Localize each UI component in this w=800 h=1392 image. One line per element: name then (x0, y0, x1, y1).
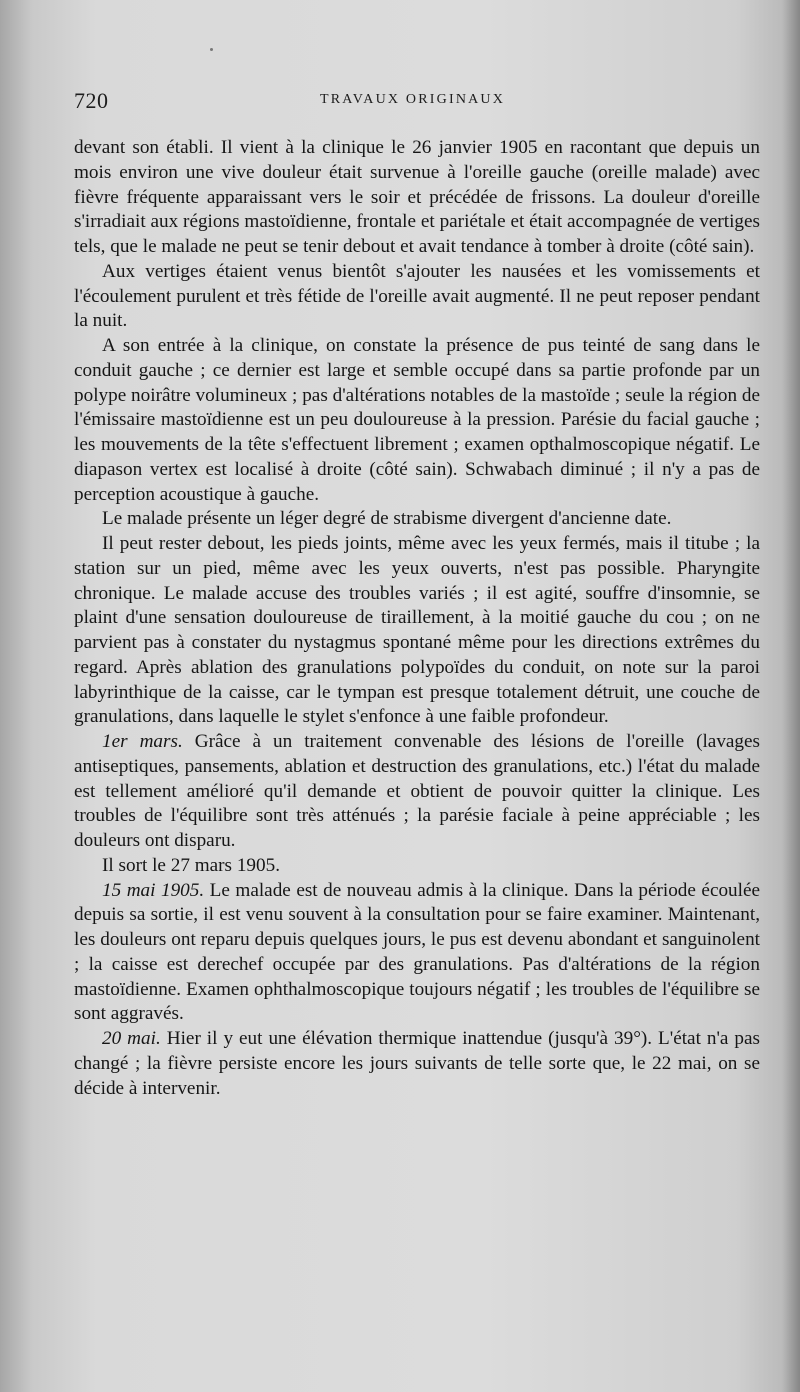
paragraph-text: A son entrée à la clinique, on constate la présence de pus teinté de sang dans le conduit gauche ; ce dernier est large et semble occupé dans sa partie profonde par un polype noirâtre volumineux ; pas d'altérations notables de la mastoïde ; seule la région de l'émissaire mastoïdienne est un peu douloureuse à la pression. Parésie du facial gauche ; les mouvements de la tête s'effectuent librement ; examen opthalmoscopique négatif. Le diapason vertex est localisé à droite (côté sain). Schwabach diminué ; il n'y a pas de perception acoustique à gauche. (74, 335, 760, 505)
paragraph (74, 334, 760, 507)
running-head: TRAVAUX ORIGINAUX (320, 92, 506, 107)
entry-date: 15 mai 1905. (102, 879, 205, 901)
paragraph (74, 260, 760, 334)
page-header (74, 88, 760, 116)
paragraph-text: Hier il y eut une élévation thermique inattendue (jusqu'à 39°). L'état n'a pas changé ; la fièvre persiste encore les jours suivants de telle sorte que, le 22 mai, on se décide à intervenir. (74, 1028, 761, 1099)
paragraph (74, 1027, 760, 1101)
paragraph-text: devant son établi. Il vient à la clinique le 26 janvier 1905 en racontant que depuis un mois environ une vive douleur était survenue à l'oreille gauche (oreille malade) avec fièvre fréquente apparaissant vers le soir et précédée de frissons. La douleur d'oreille s'irradiait aux régions mastoïdienne, frontale et pariétale et était accompagnée de vertiges tels, que le malade ne peut se tenir debout et avait tendance à tomber à droite (côté sain). (74, 137, 760, 257)
paragraph-text: Il peut rester debout, les pieds joints, même avec les yeux fermés, mais il titube ; la station sur un pied, même avec les yeux ouverts, n'est pas possible. Pharyngite chronique. Le malade accuse des troubles variés ; il est agité, souffre d'insomnie, se plaint d'une sensation douloureuse de tiraillement, à la moitié gauche du cou ; on ne parvient pas à constater du nystagmus spontané même pour les directions extrêmes du regard. Après ablation des granulations polypoïdes du conduit, on note sur la paroi labyrinthique de la caisse, car le tympan est presque totalement détruit, une couche de granulations, dans laquelle le stylet s'enfonce à une faible profondeur. (74, 533, 760, 728)
ink-speck (210, 48, 213, 51)
paragraph-text: Il sort le 27 mars 1905. (102, 854, 280, 876)
body-text (74, 136, 760, 1101)
page-number: 720 (74, 88, 109, 113)
paragraph-text: Grâce à un traitement convenable des lésions de l'oreille (lavages antiseptiques, pansements, ablation et destruction des granulations, etc.) l'état du malade est tellement amélioré qu'il demande et obtient de pouvoir quitter la clinique. Les troubles de l'équilibre sont très atténués ; la parésie faciale à peine appréciable ; les douleurs ont disparu. (74, 731, 760, 851)
paragraph (74, 730, 760, 854)
paragraph (74, 136, 760, 260)
paragraph (74, 854, 760, 879)
paragraph-text: Aux vertiges étaient venus bientôt s'ajouter les nausées et les vomissements et l'écoulement purulent et très fétide de l'oreille avait augmenté. Il ne peut reposer pendant la nuit. (74, 260, 760, 332)
paragraph-text: Le malade présente un léger degré de strabisme divergent d'ancienne date. (102, 508, 672, 530)
paragraph-text: Le malade est de nouveau admis à la clinique. Dans la période écoulée depuis sa sortie, il est venu souvent à la consultation pour se faire examiner. Maintenant, les douleurs ont reparu depuis quelques jours, le pus est devenu abondant et sanguinolent ; la caisse est derechef occupée par des granulations. Pas d'altérations de la région mastoïdienne. Examen ophthalmoscopique toujours négatif ; les troubles de l'équilibre se sont aggravés. (74, 879, 761, 1025)
paragraph (74, 532, 760, 730)
entry-date: 1er mars. (102, 731, 183, 752)
paragraph (74, 879, 760, 1028)
entry-date: 20 mai. (102, 1028, 161, 1049)
paragraph (74, 507, 760, 532)
